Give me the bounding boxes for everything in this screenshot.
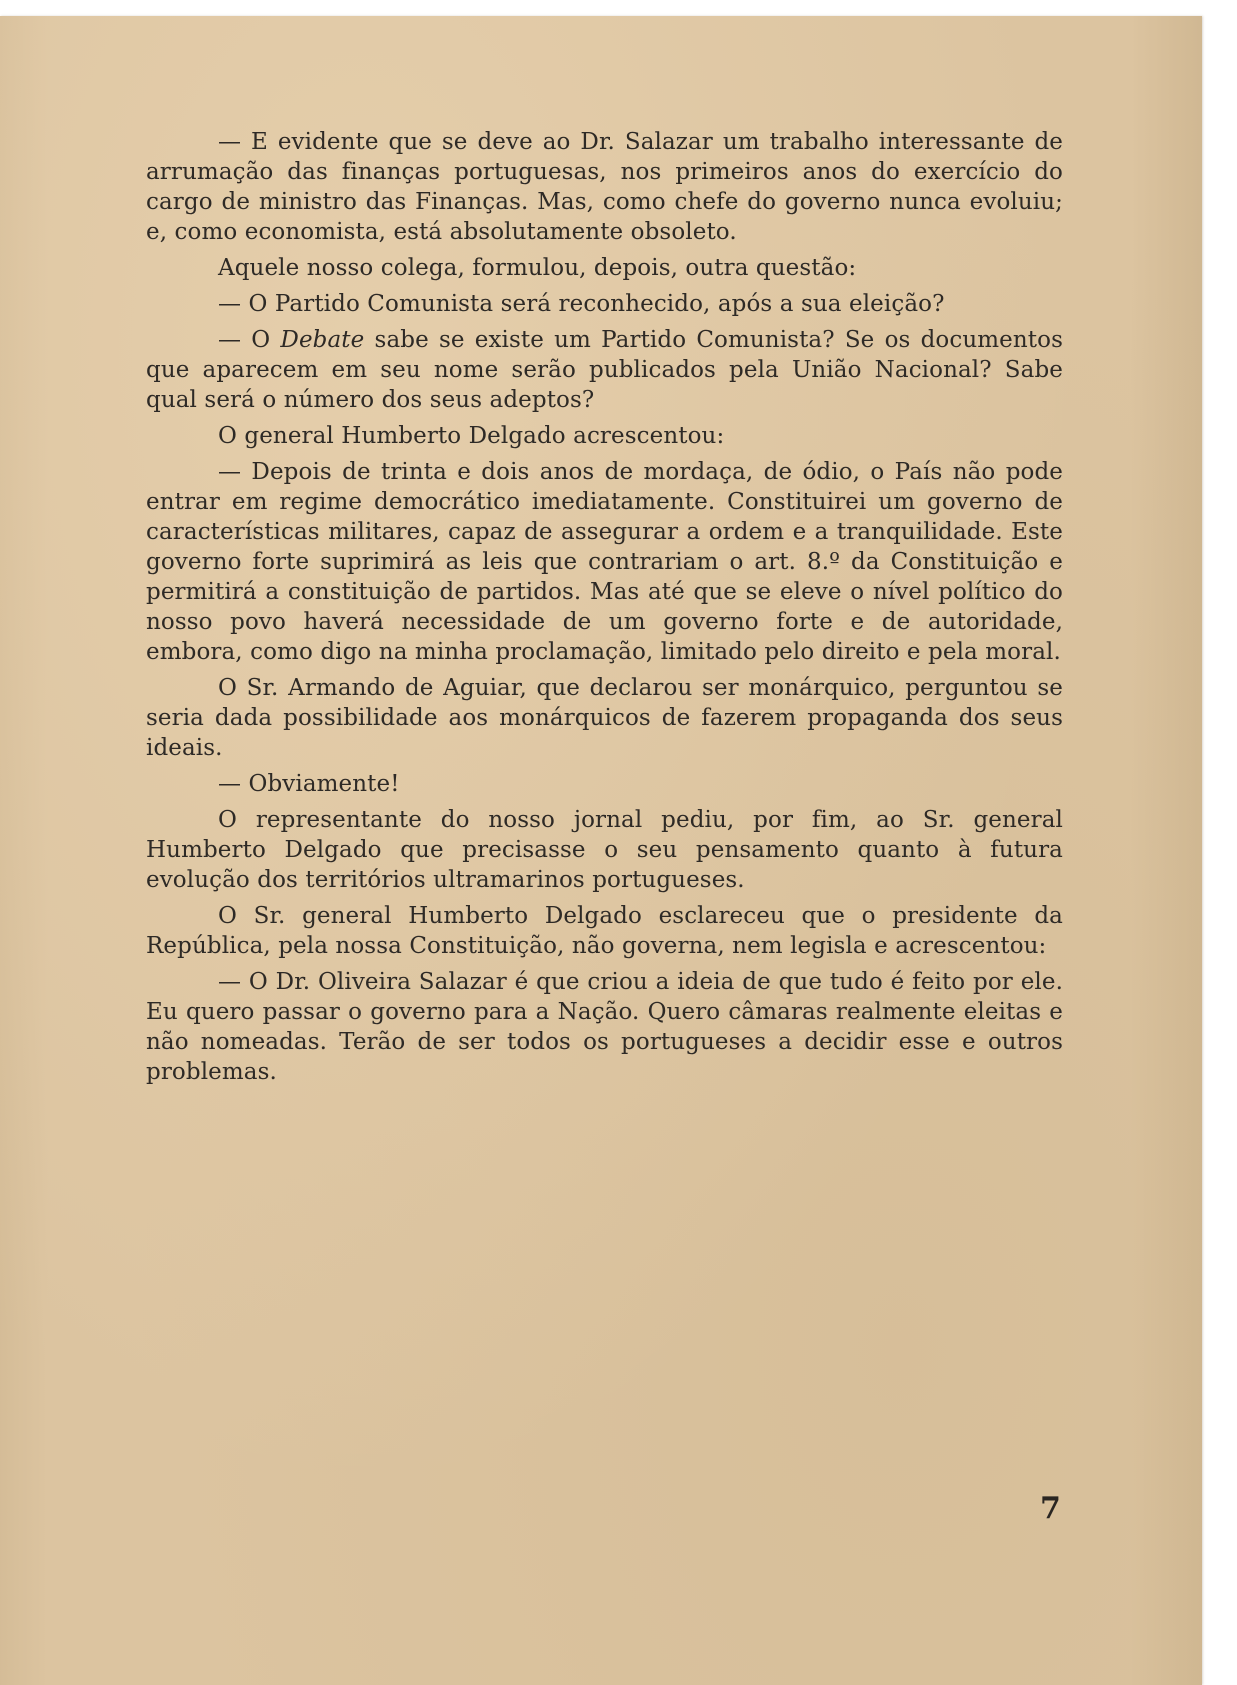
article-text	[146, 127, 1063, 1093]
paragraph-11: — O Dr. Oliveira Salazar é que criou a ideia de que tudo é feito por ele. Eu quero passar o governo para a Nação. Quero câmaras realmente eleitas e não nomeadas. Terão de ser todos os portugueses a decidir esse e outros problemas.	[146, 969, 1063, 1085]
paragraph-2: Aquele nosso colega, formulou, depois, outra questão:	[218, 255, 857, 281]
paragraph-8: — Obviamente!	[218, 771, 400, 797]
paragraph-10: O Sr. general Humberto Delgado esclareceu que o presidente da República, pela nossa Constituição, não governa, nem legisla e acrescentou:	[146, 903, 1063, 959]
page-number: 7	[1040, 1491, 1061, 1526]
paragraph-9: O representante do nosso jornal pediu, por fim, ao Sr. general Humberto Delgado que precisasse o seu pensamento quanto à futura evolução dos territórios ultramarinos portugueses.	[146, 807, 1063, 893]
paragraph-3: — O Partido Comunista será reconhecido, após a sua eleição?	[218, 291, 945, 317]
paragraph-6: — Depois de trinta e dois anos de mordaça, de ódio, o País não pode entrar em regime democrático imediatamente. Constituirei um governo de características militares, capaz de assegurar a ordem e a tranquilidade. Este governo forte suprimirá as leis que contrariam o art. 8.º da Constituição e permitirá a constituição de partidos. Mas até que se eleve o nível político do nosso povo haverá necessidade de um governo forte e de autoridade, embora, como digo na minha proclamação, limitado pelo direito e pela moral.	[146, 459, 1063, 665]
paragraph-4-rest: sabe se existe um Partido Comunista? Se os documentos que aparecem em seu nome serão publicados pela União Nacional? Sabe qual será o número dos seus adeptos?	[146, 327, 1063, 413]
paragraph-4-start: — O	[218, 327, 281, 353]
newspaper-name: Debate	[280, 327, 365, 353]
document-page	[0, 16, 1202, 1685]
paragraph-5: O general Humberto Delgado acrescentou:	[218, 423, 725, 449]
paragraph-1: — E evidente que se deve ao Dr. Salazar um trabalho interessante de arrumação das finanças portuguesas, nos primeiros anos do exercício do cargo de ministro das Finanças. Mas, como chefe do governo nunca evoluiu; e, como economista, está absolutamente obsoleto.	[146, 129, 1063, 245]
paragraph-4	[146, 325, 1063, 415]
paragraph-7: O Sr. Armando de Aguiar, que declarou ser monárquico, perguntou se seria dada possibilidade aos monárquicos de fazerem propaganda dos seus ideais.	[146, 675, 1063, 761]
